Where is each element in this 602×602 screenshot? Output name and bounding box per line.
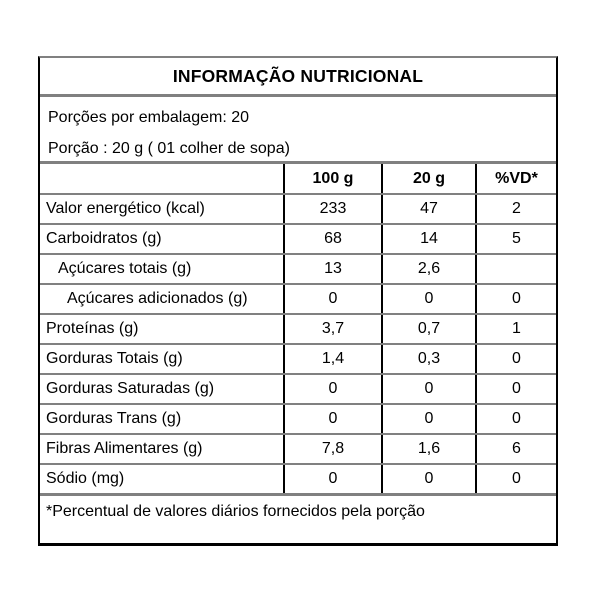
value-daily-percent: 0 [475, 345, 556, 373]
daily-value-footnote: *Percentual de valores diários fornecidos pela porção [40, 493, 556, 543]
value-daily-percent: 6 [475, 435, 556, 463]
nutrient-row-total-fat [40, 343, 556, 373]
value-per-portion: 0 [381, 405, 475, 433]
value-daily-percent: 1 [475, 315, 556, 343]
servings-section [40, 97, 556, 164]
column-header-20g: 20 g [381, 164, 475, 193]
nutrition-facts-table [38, 56, 558, 546]
nutrient-row-added-sugars [40, 283, 556, 313]
nutrient-row-carbs [40, 223, 556, 253]
nutrient-name: Proteínas (g) [46, 320, 139, 337]
nutrient-row-trans-fat [40, 403, 556, 433]
value-per-portion: 0 [381, 285, 475, 313]
nutrient-name: Fibras Alimentares (g) [46, 440, 203, 457]
column-header-vd: %VD* [475, 164, 556, 193]
nutrient-name: Carboidratos (g) [46, 230, 162, 247]
value-per-100g: 0 [283, 405, 381, 433]
value-per-portion: 1,6 [381, 435, 475, 463]
value-per-portion: 2,6 [381, 255, 475, 283]
table-title: INFORMAÇÃO NUTRICIONAL [40, 58, 556, 97]
nutrient-row-energy [40, 193, 556, 223]
value-daily-percent: 0 [475, 375, 556, 403]
value-per-100g: 0 [283, 465, 381, 493]
portion-size: Porção : 20 g ( 01 colher de sopa) [48, 139, 290, 157]
value-per-100g: 3,7 [283, 315, 381, 343]
value-daily-percent: 0 [475, 465, 556, 493]
value-daily-percent: 2 [475, 195, 556, 223]
value-daily-percent: 5 [475, 225, 556, 253]
value-per-portion: 47 [381, 195, 475, 223]
value-per-portion: 14 [381, 225, 475, 253]
nutrient-row-sodium [40, 463, 556, 493]
nutrient-name: Açúcares adicionados (g) [67, 290, 248, 307]
column-header-name [40, 164, 283, 193]
nutrient-name: Valor energético (kcal) [46, 200, 205, 217]
nutrient-row-total-sugars [40, 253, 556, 283]
nutrient-row-protein [40, 313, 556, 343]
value-per-100g: 0 [283, 285, 381, 313]
value-daily-percent: 0 [475, 285, 556, 313]
nutrient-name: Gorduras Trans (g) [46, 410, 182, 427]
value-daily-percent: 0 [475, 405, 556, 433]
nutrient-row-fiber [40, 433, 556, 463]
value-daily-percent [475, 255, 556, 283]
value-per-100g: 68 [283, 225, 381, 253]
value-per-100g: 0 [283, 375, 381, 403]
value-per-100g: 7,8 [283, 435, 381, 463]
column-header-100g: 100 g [283, 164, 381, 193]
nutrient-name: Gorduras Saturadas (g) [46, 380, 215, 397]
nutrient-name: Açúcares totais (g) [58, 260, 192, 277]
value-per-100g: 1,4 [283, 345, 381, 373]
servings-per-package: Porções por embalagem: 20 [48, 108, 249, 126]
nutrient-name: Sódio (mg) [46, 470, 125, 487]
value-per-100g: 13 [283, 255, 381, 283]
nutrient-row-saturated-fat [40, 373, 556, 403]
column-header-row [40, 164, 556, 193]
nutrient-name: Gorduras Totais (g) [46, 350, 183, 367]
value-per-portion: 0,3 [381, 345, 475, 373]
value-per-portion: 0,7 [381, 315, 475, 343]
value-per-portion: 0 [381, 375, 475, 403]
value-per-portion: 0 [381, 465, 475, 493]
value-per-100g: 233 [283, 195, 381, 223]
